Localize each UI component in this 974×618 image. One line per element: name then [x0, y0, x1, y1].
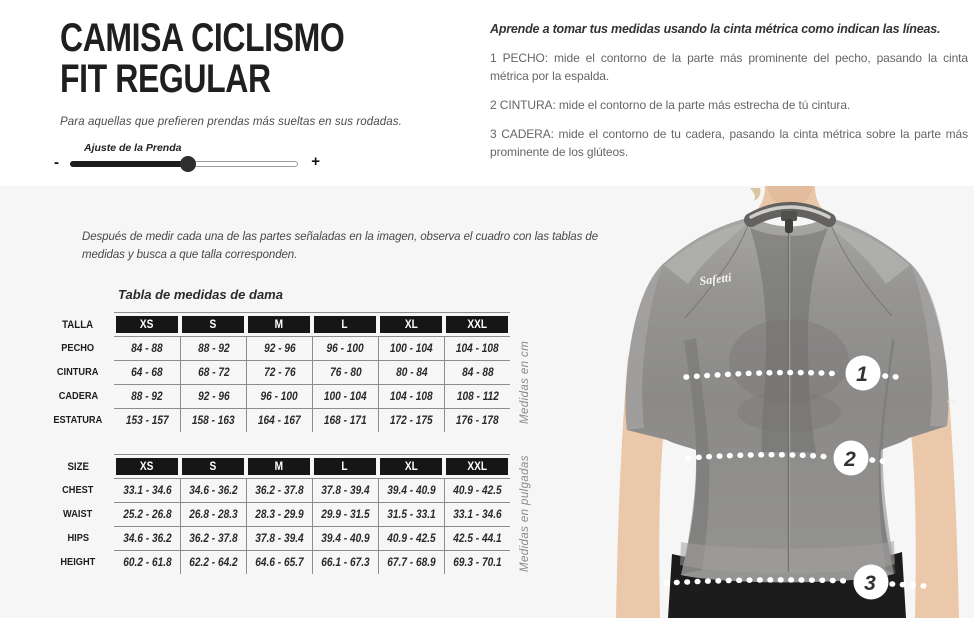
measure-cell: 92 - 96 [246, 336, 312, 360]
size-table-cm [42, 312, 510, 432]
measure-cell: 108 - 112 [444, 384, 510, 408]
row-label: CHEST [62, 484, 94, 496]
measure-cell: 40.9 - 42.5 [444, 478, 510, 502]
size-header-cell: XXL [446, 316, 508, 333]
measure-cell: 88 - 92 [180, 336, 246, 360]
slider-minus-icon[interactable]: - [54, 154, 59, 171]
size-axis-label: TALLA [62, 318, 94, 331]
measure-cell: 69.3 - 70.1 [444, 550, 510, 574]
measure-cell: 39.4 - 40.9 [378, 478, 444, 502]
page-title-line2: FIT REGULAR [60, 57, 271, 101]
measure-cell: 100 - 104 [378, 336, 444, 360]
slider-knob[interactable] [180, 156, 196, 172]
row-label: CADERA [58, 390, 98, 402]
measure-cell: 25.2 - 26.8 [114, 502, 180, 526]
row-label: PECHO [61, 342, 95, 354]
measure-cell: 64.6 - 65.7 [246, 550, 312, 574]
row-label: ESTATURA [53, 414, 103, 426]
page-title [60, 18, 344, 100]
page-title-line1: CAMISA CICLISMO [60, 16, 345, 60]
slider-plus-icon[interactable]: + [311, 153, 320, 170]
measure-cell: 168 - 171 [312, 408, 378, 432]
row-label: HEIGHT [60, 556, 96, 568]
table-header-row [42, 458, 510, 475]
table-top-rule [114, 312, 510, 313]
header-section [0, 0, 974, 186]
zipper-pull [785, 219, 793, 233]
measure-cell: 60.2 - 61.8 [114, 550, 180, 574]
slider-fill [70, 161, 188, 167]
marker-number-2: 2 [844, 448, 856, 471]
measuring-instructions [490, 22, 968, 172]
measure-cell: 96 - 100 [312, 336, 378, 360]
size-header-cell: M [248, 458, 310, 475]
measure-cell: 40.9 - 42.5 [378, 526, 444, 550]
table-body [42, 336, 510, 432]
measure-cell: 164 - 167 [246, 408, 312, 432]
measure-cell: 84 - 88 [444, 360, 510, 384]
size-header-cell: M [248, 316, 310, 333]
measure-note: Después de medir cada una de las partes señaladas en la imagen, observa el cuadro con las tablas de medidas y busca a que talla corresponden. [82, 231, 598, 261]
measure-cell: 72 - 76 [246, 360, 312, 384]
size-header-cell: L [314, 316, 376, 333]
measure-cell: 100 - 104 [312, 384, 378, 408]
unit-label-cm: Medidas en cm [519, 340, 531, 424]
measure-cell: 172 - 175 [378, 408, 444, 432]
row-label: HIPS [67, 532, 89, 544]
size-table-inches [42, 454, 510, 574]
size-header-cell: S [182, 458, 244, 475]
fit-subtitle: Para aquellas que prefieren prendas más sueltas en sus rodadas. [60, 116, 402, 128]
size-header-cell: XL [380, 316, 442, 333]
table-body [42, 478, 510, 574]
measure-cell: 28.3 - 29.9 [246, 502, 312, 526]
unit-label-inches: Medidas en pulgadas [519, 455, 531, 573]
size-header-cell: S [182, 316, 244, 333]
tables-title: Tabla de medidas de dama [118, 287, 283, 302]
measure-cell: 88 - 92 [114, 384, 180, 408]
measure-cell: 104 - 108 [378, 384, 444, 408]
measure-cell: 64 - 68 [114, 360, 180, 384]
measure-cell: 84 - 88 [114, 336, 180, 360]
measure-cell: 29.9 - 31.5 [312, 502, 378, 526]
measure-cell: 92 - 96 [180, 384, 246, 408]
brand-logo-chest: Safetti [698, 270, 733, 288]
measure-cell: 68 - 72 [180, 360, 246, 384]
measure-cell: 42.5 - 44.1 [444, 526, 510, 550]
measure-cell: 36.2 - 37.8 [246, 478, 312, 502]
measure-cell: 33.1 - 34.6 [114, 478, 180, 502]
size-header-cell: XS [116, 316, 178, 333]
measure-cell: 31.5 - 33.1 [378, 502, 444, 526]
measure-cell: 39.4 - 40.9 [312, 526, 378, 550]
size-header-cell: XL [380, 458, 442, 475]
measure-cell: 36.2 - 37.8 [180, 526, 246, 550]
size-header-cell: XXL [446, 458, 508, 475]
measure-cell: 153 - 157 [114, 408, 180, 432]
measure-cell: 76 - 80 [312, 360, 378, 384]
measure-cell: 80 - 84 [378, 360, 444, 384]
size-header-cell: L [314, 458, 376, 475]
instruction-step-chest: 1 PECHO: mide el contorno de la parte más prominente del pecho, pasando la cinta métrica por la espalda. [490, 51, 968, 83]
measure-cell: 26.8 - 28.3 [180, 502, 246, 526]
brand-logo-sleeve: Sa [946, 394, 958, 407]
row-label: CINTURA [57, 366, 99, 378]
instruction-step-hips: 3 CADERA: mide el contorno de tu cadera, pasando la cinta métrica sobre la parte más prominente de los glúteos. [490, 127, 968, 159]
instruction-step-waist: 2 CINTURA: mide el contorno de la parte más estrecha de tú cintura. [490, 98, 851, 112]
measure-cell: 34.6 - 36.2 [180, 478, 246, 502]
row-label: WAIST [63, 508, 93, 520]
model-photo [600, 186, 974, 618]
table-header-row [42, 316, 510, 333]
measure-cell: 33.1 - 34.6 [444, 502, 510, 526]
size-chart-section [0, 186, 974, 618]
instructions-lead: Aprende a tomar tus medidas usando la cinta métrica como indican las líneas. [490, 22, 941, 36]
measure-cell: 96 - 100 [246, 384, 312, 408]
measure-cell: 104 - 108 [444, 336, 510, 360]
marker-number-3: 3 [864, 572, 876, 595]
measure-cell: 67.7 - 68.9 [378, 550, 444, 574]
measure-cell: 37.8 - 39.4 [246, 526, 312, 550]
size-header-cell: XS [116, 458, 178, 475]
measure-cell: 62.2 - 64.2 [180, 550, 246, 574]
measure-cell: 34.6 - 36.2 [114, 526, 180, 550]
table-top-rule [114, 454, 510, 455]
chin-shadow [767, 186, 813, 202]
measure-cell: 176 - 178 [444, 408, 510, 432]
size-axis-label: SIZE [67, 460, 89, 473]
marker-number-1: 1 [856, 363, 868, 386]
measure-cell: 37.8 - 39.4 [312, 478, 378, 502]
measure-cell: 66.1 - 67.3 [312, 550, 378, 574]
measure-cell: 158 - 163 [180, 408, 246, 432]
fit-slider-label: Ajuste de la Prenda [84, 142, 182, 154]
fit-slider[interactable] [54, 152, 320, 176]
